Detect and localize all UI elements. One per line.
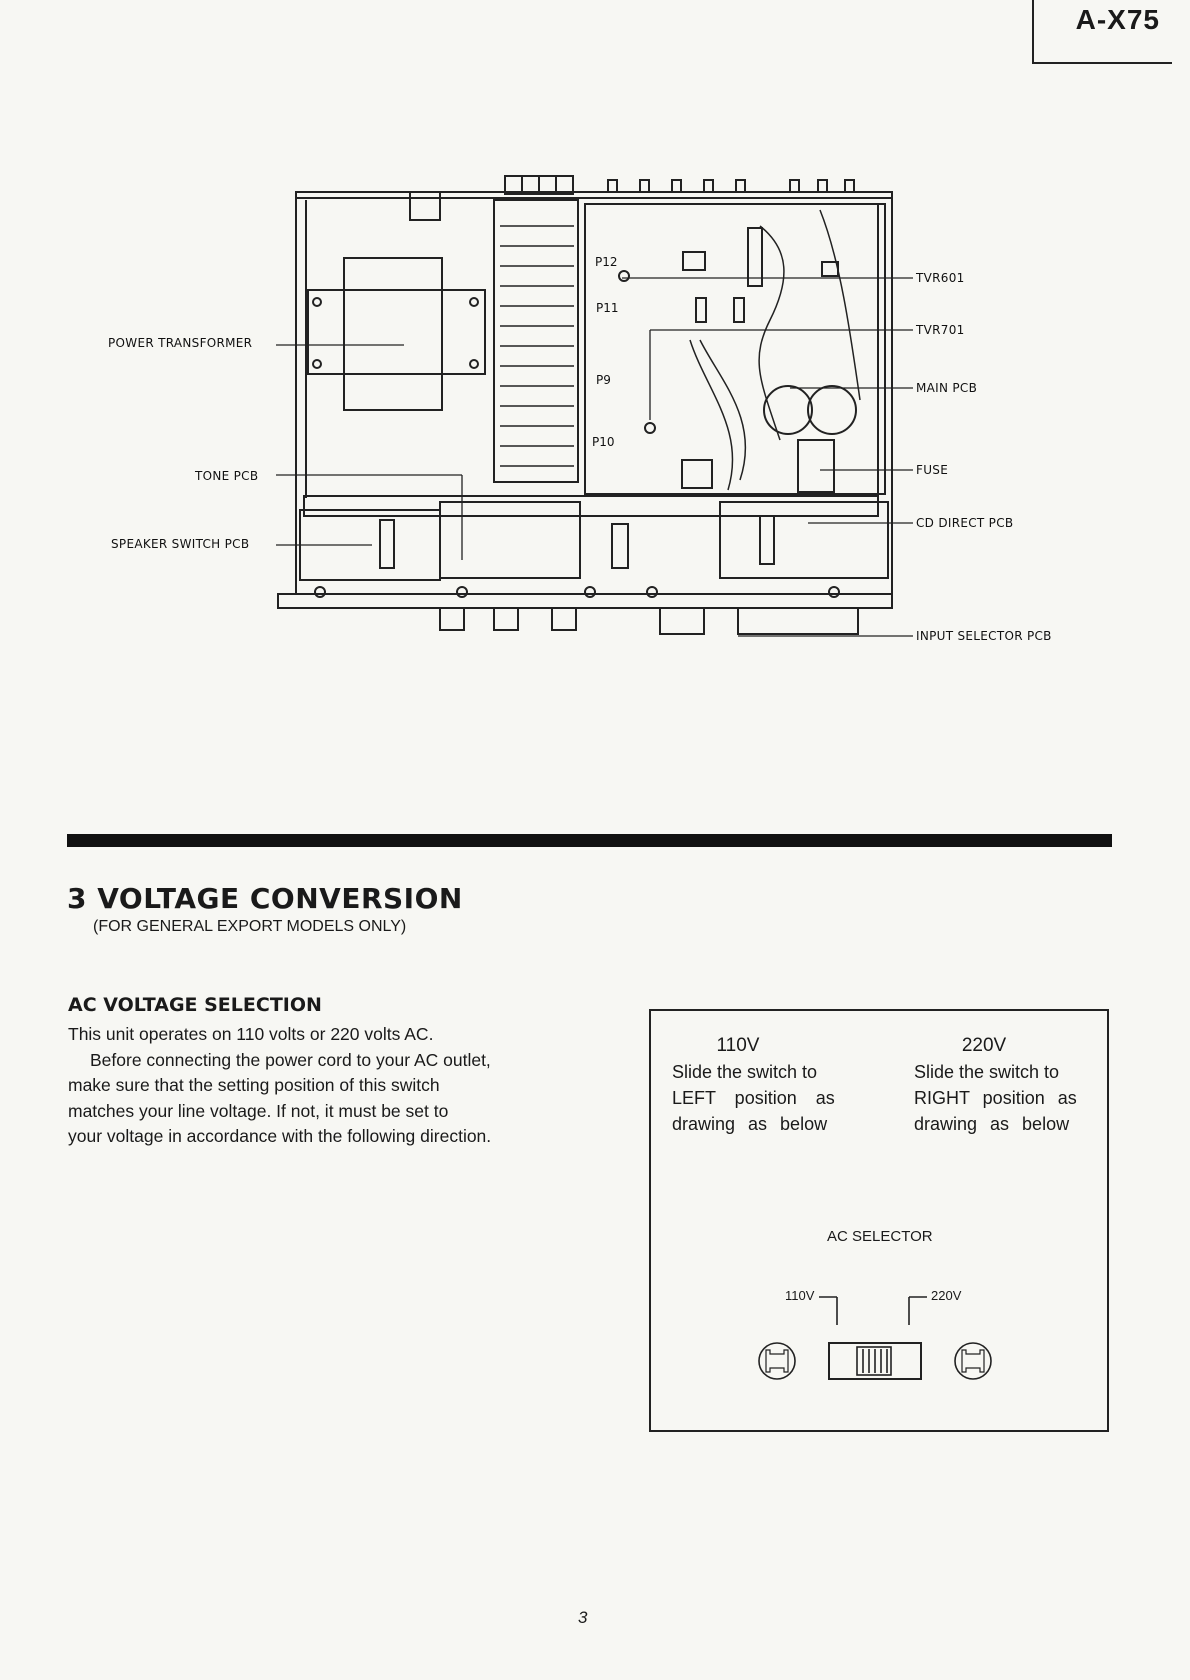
label-tvr601: TVR601 bbox=[916, 271, 965, 285]
heading-220v: 220V bbox=[961, 1035, 1007, 1056]
subheading-ac-voltage: AC VOLTAGE SELECTION bbox=[68, 994, 322, 1016]
heatsink bbox=[494, 200, 578, 482]
switch-label-220v: 220V bbox=[931, 1288, 962, 1303]
screw-left-icon bbox=[759, 1343, 795, 1379]
instruction-line: drawing as below bbox=[672, 1114, 828, 1134]
slide-switch-knob bbox=[857, 1347, 891, 1375]
screw-right-icon bbox=[955, 1343, 991, 1379]
tone-pcb-shape bbox=[304, 496, 878, 516]
section-title: 3 VOLTAGE CONVERSION bbox=[67, 882, 463, 915]
model-number: A-X75 bbox=[1075, 4, 1160, 35]
switch-label-110v: 110V bbox=[785, 1288, 815, 1303]
label-cd-direct-pcb: CD DIRECT PCB bbox=[916, 516, 1014, 530]
body-line: your voltage in accordance with the following direction. bbox=[68, 1126, 492, 1146]
body-line: make sure that the setting position of this switch bbox=[68, 1075, 440, 1095]
front-panel bbox=[278, 594, 892, 608]
cd-direct-pcb-shape bbox=[720, 502, 888, 578]
instruction-line: Slide the switch to bbox=[672, 1062, 818, 1082]
body-paragraph bbox=[68, 1022, 558, 1150]
body-line: This unit operates on 110 volts or 220 volts AC. bbox=[68, 1024, 434, 1044]
connector-p10: P10 bbox=[592, 435, 615, 449]
label-input-selector-pcb: INPUT SELECTOR PCB bbox=[916, 629, 1052, 643]
body-line: Before connecting the power cord to your AC outlet, bbox=[90, 1049, 491, 1070]
main-pcb-area bbox=[585, 204, 885, 494]
label-power-transformer: POWER TRANSFORMER bbox=[108, 336, 253, 350]
instruction-line: LEFT position as bbox=[672, 1088, 835, 1108]
page-number: 3 bbox=[578, 1608, 588, 1627]
body-line: matches your line voltage. If not, it must be set to bbox=[68, 1100, 449, 1121]
heading-110v: 110V bbox=[716, 1035, 760, 1056]
chassis-diagram bbox=[0, 0, 1190, 700]
label-tvr701: TVR701 bbox=[916, 323, 965, 337]
chassis-outline bbox=[296, 192, 892, 594]
ac-selector-title: AC SELECTOR bbox=[827, 1228, 933, 1245]
label-fuse: FUSE bbox=[916, 463, 949, 477]
instruction-line: Slide the switch to bbox=[914, 1062, 1060, 1082]
instruction-line: drawing as below bbox=[914, 1114, 1070, 1134]
power-transformer-shape bbox=[308, 290, 485, 374]
connector-p11: P11 bbox=[596, 301, 619, 315]
label-speaker-switch-pcb: SPEAKER SWITCH PCB bbox=[111, 537, 250, 551]
connector-p12: P12 bbox=[595, 255, 618, 269]
ac-selector-box bbox=[649, 1009, 1109, 1432]
label-main-pcb: MAIN PCB bbox=[916, 381, 978, 395]
instruction-line: RIGHT position as bbox=[914, 1088, 1077, 1108]
section-subtitle: (FOR GENERAL EXPORT MODELS ONLY) bbox=[93, 918, 407, 935]
section-divider bbox=[67, 834, 1112, 847]
label-tone-pcb: TONE PCB bbox=[195, 469, 259, 483]
ac-selector-switch bbox=[651, 1011, 1107, 1430]
connector-p9: P9 bbox=[596, 373, 611, 387]
